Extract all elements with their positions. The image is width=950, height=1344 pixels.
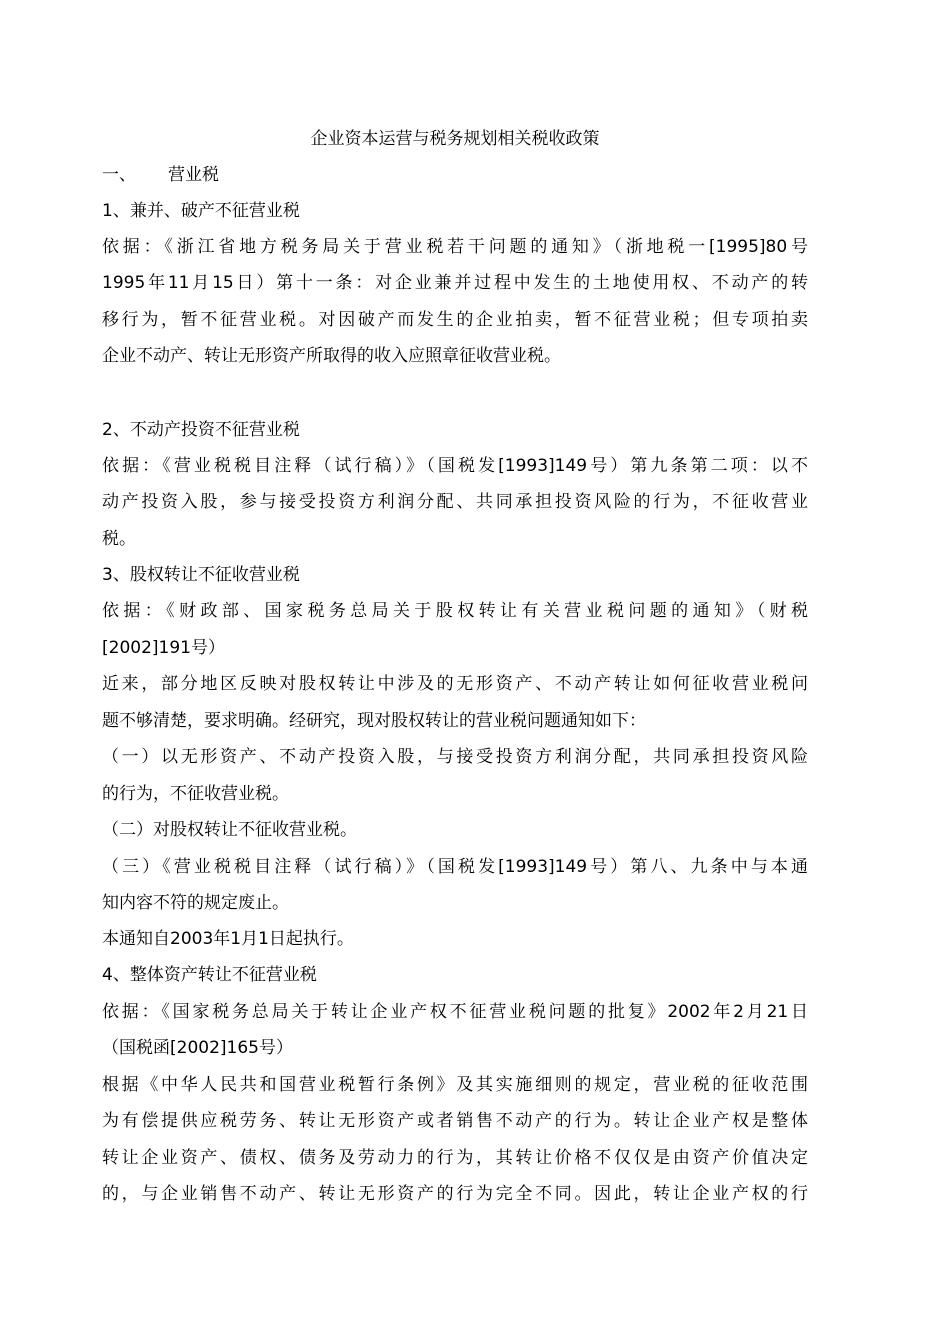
paragraph-line: （二）对股权转让不征收营业税。 [102, 820, 357, 840]
subheading-3: 3、股权转让不征收营业税 [102, 565, 300, 585]
paragraph-line: 1995年11月15日）第十一条：对企业兼并过程中发生的土地使用权、不动产的转 [102, 273, 808, 293]
paragraph-line: 为有偿提供应税劳务、转让无形资产或者销售不动产的行为。转让企业产权是整体 [102, 1111, 808, 1131]
paragraph-line: 税。 [102, 529, 136, 549]
section-label: 营业税 [168, 165, 219, 185]
paragraph-line: 的行为，不征收营业税。 [102, 784, 289, 804]
subheading-4: 4、整体资产转让不征营业税 [102, 965, 317, 985]
paragraph-line: 移行为，暂不征营业税。对因破产而发生的企业拍卖，暂不征营业税；但专项拍卖 [102, 310, 808, 330]
paragraph-line: 转让企业资产、债权、债务及劳动力的行为，其转让价格不仅仅是由资产价值决定 [102, 1148, 808, 1168]
paragraph-line: 依据：《财政部、国家税务总局关于股权转让有关营业税问题的通知》（财税 [102, 601, 808, 621]
paragraph-line: 依据：《国家税务总局关于转让企业产权不征营业税问题的批复》2002年2月21日 [102, 1002, 808, 1022]
paragraph-line: 根据《中华人民共和国营业税暂行条例》及其实施细则的规定，营业税的征收范围 [102, 1075, 808, 1095]
paragraph-line: [2002]191号） [102, 638, 225, 658]
paragraph-line: 本通知自2003年1月1日起执行。 [102, 929, 354, 949]
paragraph-line: （国税函[2002]165号） [102, 1038, 293, 1058]
subheading-2: 2、不动产投资不征营业税 [102, 420, 300, 440]
paragraph-line: 知内容不符的规定废止。 [102, 893, 289, 913]
paragraph-line: （一）以无形资产、不动产投资入股，与接受投资方利润分配，共同承担投资风险 [102, 747, 808, 767]
paragraph-line: 的，与企业销售不动产、转让无形资产的行为完全不同。因此，转让企业产权的行 [102, 1184, 808, 1204]
paragraph-line: 题不够清楚，要求明确。经研究，现对股权转让的营业税问题通知如下： [102, 711, 646, 731]
paragraph-line: 企业不动产、转让无形资产所取得的收入应照章征收营业税。 [102, 346, 561, 366]
paragraph-line: 依据：《浙江省地方税务局关于营业税若干问题的通知》（浙地税一[1995]80号 [102, 237, 808, 257]
paragraph-line: 近来，部分地区反映对股权转让中涉及的无形资产、不动产转让如何征收营业税问 [102, 674, 808, 694]
page-title: 企业资本运营与税务规划相关税收政策 [310, 129, 600, 149]
paragraph-line: （三）《营业税税目注释（试行稿）》（国税发[1993]149号）第八、九条中与本通 [102, 857, 808, 877]
subheading-1: 1、兼并、破产不征营业税 [102, 201, 300, 221]
paragraph-line: 依据：《营业税税目注释（试行稿）》（国税发[1993]149号）第九条第二项：以不 [102, 456, 808, 476]
section-number: 一、 [102, 165, 136, 185]
section-heading-1 [102, 163, 219, 187]
paragraph-line: 动产投资入股，参与接受投资方利润分配、共同承担投资风险的行为，不征收营业 [102, 492, 808, 512]
